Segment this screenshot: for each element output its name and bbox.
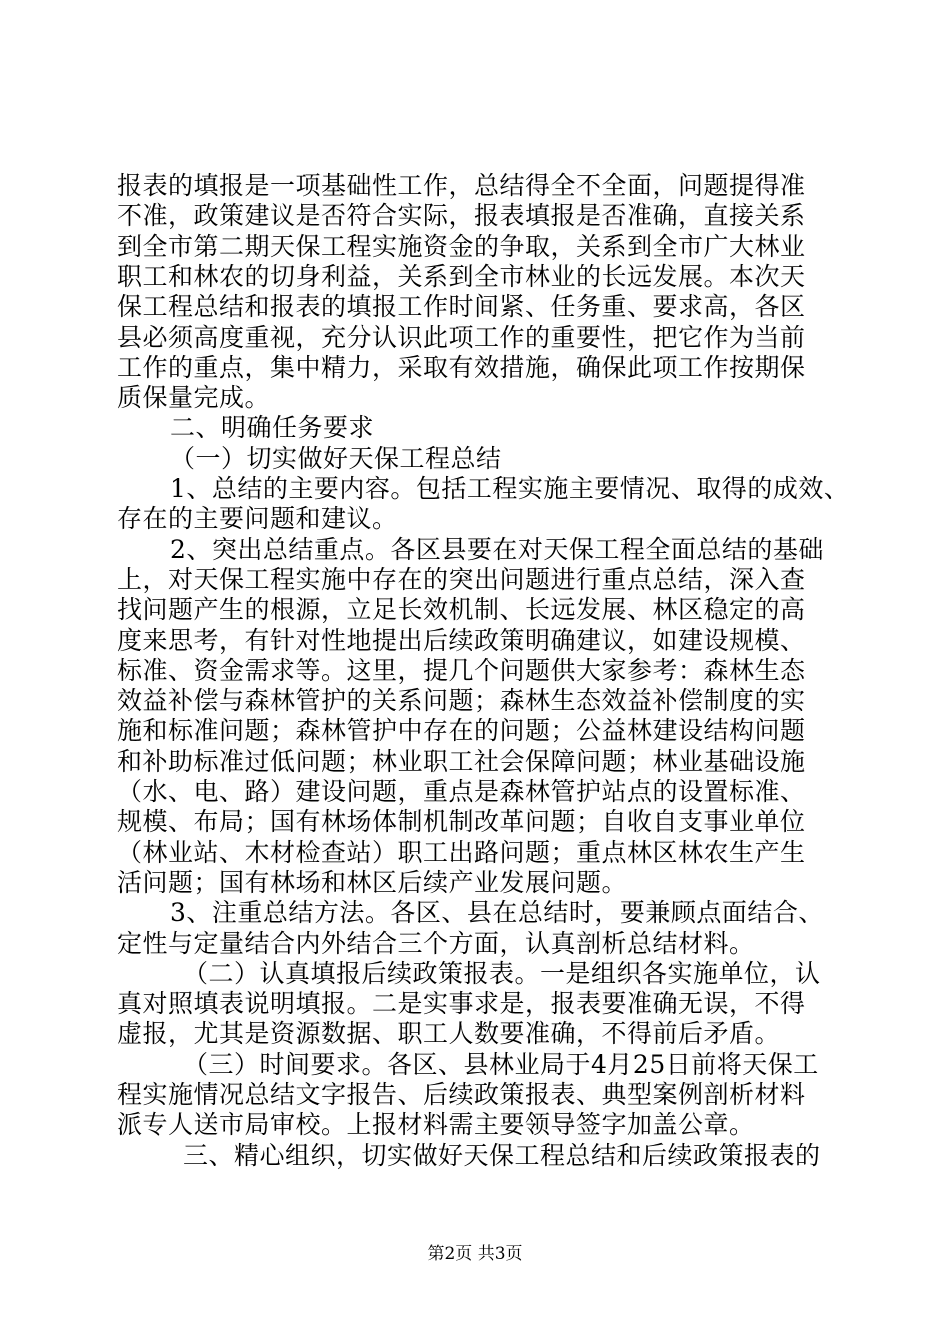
body-line: 度来思考，有针对性地提出后续政策明确建议，如建设规模、 (117, 626, 806, 655)
body-line: 效益补偿与森林管护的关系问题；森林生态效益补偿制度的实 (117, 686, 806, 715)
body-line: 虚报，尤其是资源数据、职工人数要准确，不得前后矛盾。 (117, 1019, 781, 1048)
body-line: 职工和林农的切身利益，关系到全市林业的长远发展。本次天 (117, 262, 806, 291)
body-line: 2、突出总结重点。各区县要在对天保工程全面总结的基础 (170, 535, 824, 564)
body-line: 存在的主要问题和建议。 (117, 504, 398, 533)
body-line: （林业站、木材检查站）职工出路问题；重点林区林农生产生 (117, 838, 806, 867)
body-line: 工作的重点，集中精力，采取有效措施，确保此项工作按期保 (117, 353, 806, 382)
body-line: 县必须高度重视，充分认识此项工作的重要性，把它作为当前 (117, 323, 806, 352)
body-line: 1、总结的主要内容。包括工程实施主要情况、取得的成效、 (170, 474, 850, 503)
body-line: 程实施情况总结文字报告、后续政策报表、典型案例剖析材料 (117, 1080, 806, 1109)
body-line: 3、注重总结方法。各区、县在总结时，要兼顾点面结合、 (170, 898, 824, 927)
body-line: 标准、资金需求等。这里，提几个问题供大家参考：森林生态 (117, 656, 806, 685)
body-line: （三）时间要求。各区、县林业局于4月25日前将天保工 (183, 1050, 819, 1079)
body-line: （水、电、路）建设问题，重点是森林管护站点的设置标准、 (117, 777, 806, 806)
body-line: 不准，政策建议是否符合实际，报表填报是否准确，直接关系 (117, 201, 806, 230)
body-line: 和补助标准过低问题；林业职工社会保障问题；林业基础设施 (117, 747, 806, 776)
body-line: 活问题；国有林场和林区后续产业发展问题。 (117, 868, 628, 897)
body-line: 报表的填报是一项基础性工作，总结得全不全面，问题提得准 (117, 171, 806, 200)
body-line: 到全市第二期天保工程实施资金的争取，关系到全市广大林业 (117, 232, 806, 261)
subsection-heading: （一）切实做好天保工程总结 (170, 444, 502, 473)
body-line: 上，对天保工程实施中存在的突出问题进行重点总结，深入查 (117, 565, 806, 594)
body-line: 真对照填表说明填报。二是实事求是，报表要准确无误，不得 (117, 989, 806, 1018)
body-line: 保工程总结和报表的填报工作时间紧、任务重、要求高，各区 (117, 292, 806, 321)
body-line: 施和标准问题；森林管护中存在的问题；公益林建设结构问题 (117, 716, 806, 745)
body-line: 派专人送市局审校。上报材料需主要领导签字加盖公章。 (117, 1110, 755, 1139)
section-heading: 三、精心组织，切实做好天保工程总结和后续政策报表的 (183, 1141, 821, 1170)
body-line: 定性与定量结合内外结合三个方面，认真剖析总结材料。 (117, 929, 755, 958)
body-line: 找问题产生的根源，立足长效机制、长远发展、林区稳定的高 (117, 595, 806, 624)
section-heading: 二、明确任务要求 (170, 413, 375, 442)
body-line: 质保量完成。 (117, 383, 271, 412)
page-number-footer: 第2页 共3页 (427, 1244, 523, 1264)
body-line: 规模、布局；国有林场体制机制改革问题；自收自支事业单位 (117, 807, 806, 836)
body-line: （二）认真填报后续政策报表。一是组织各实施单位，认 (183, 959, 821, 988)
